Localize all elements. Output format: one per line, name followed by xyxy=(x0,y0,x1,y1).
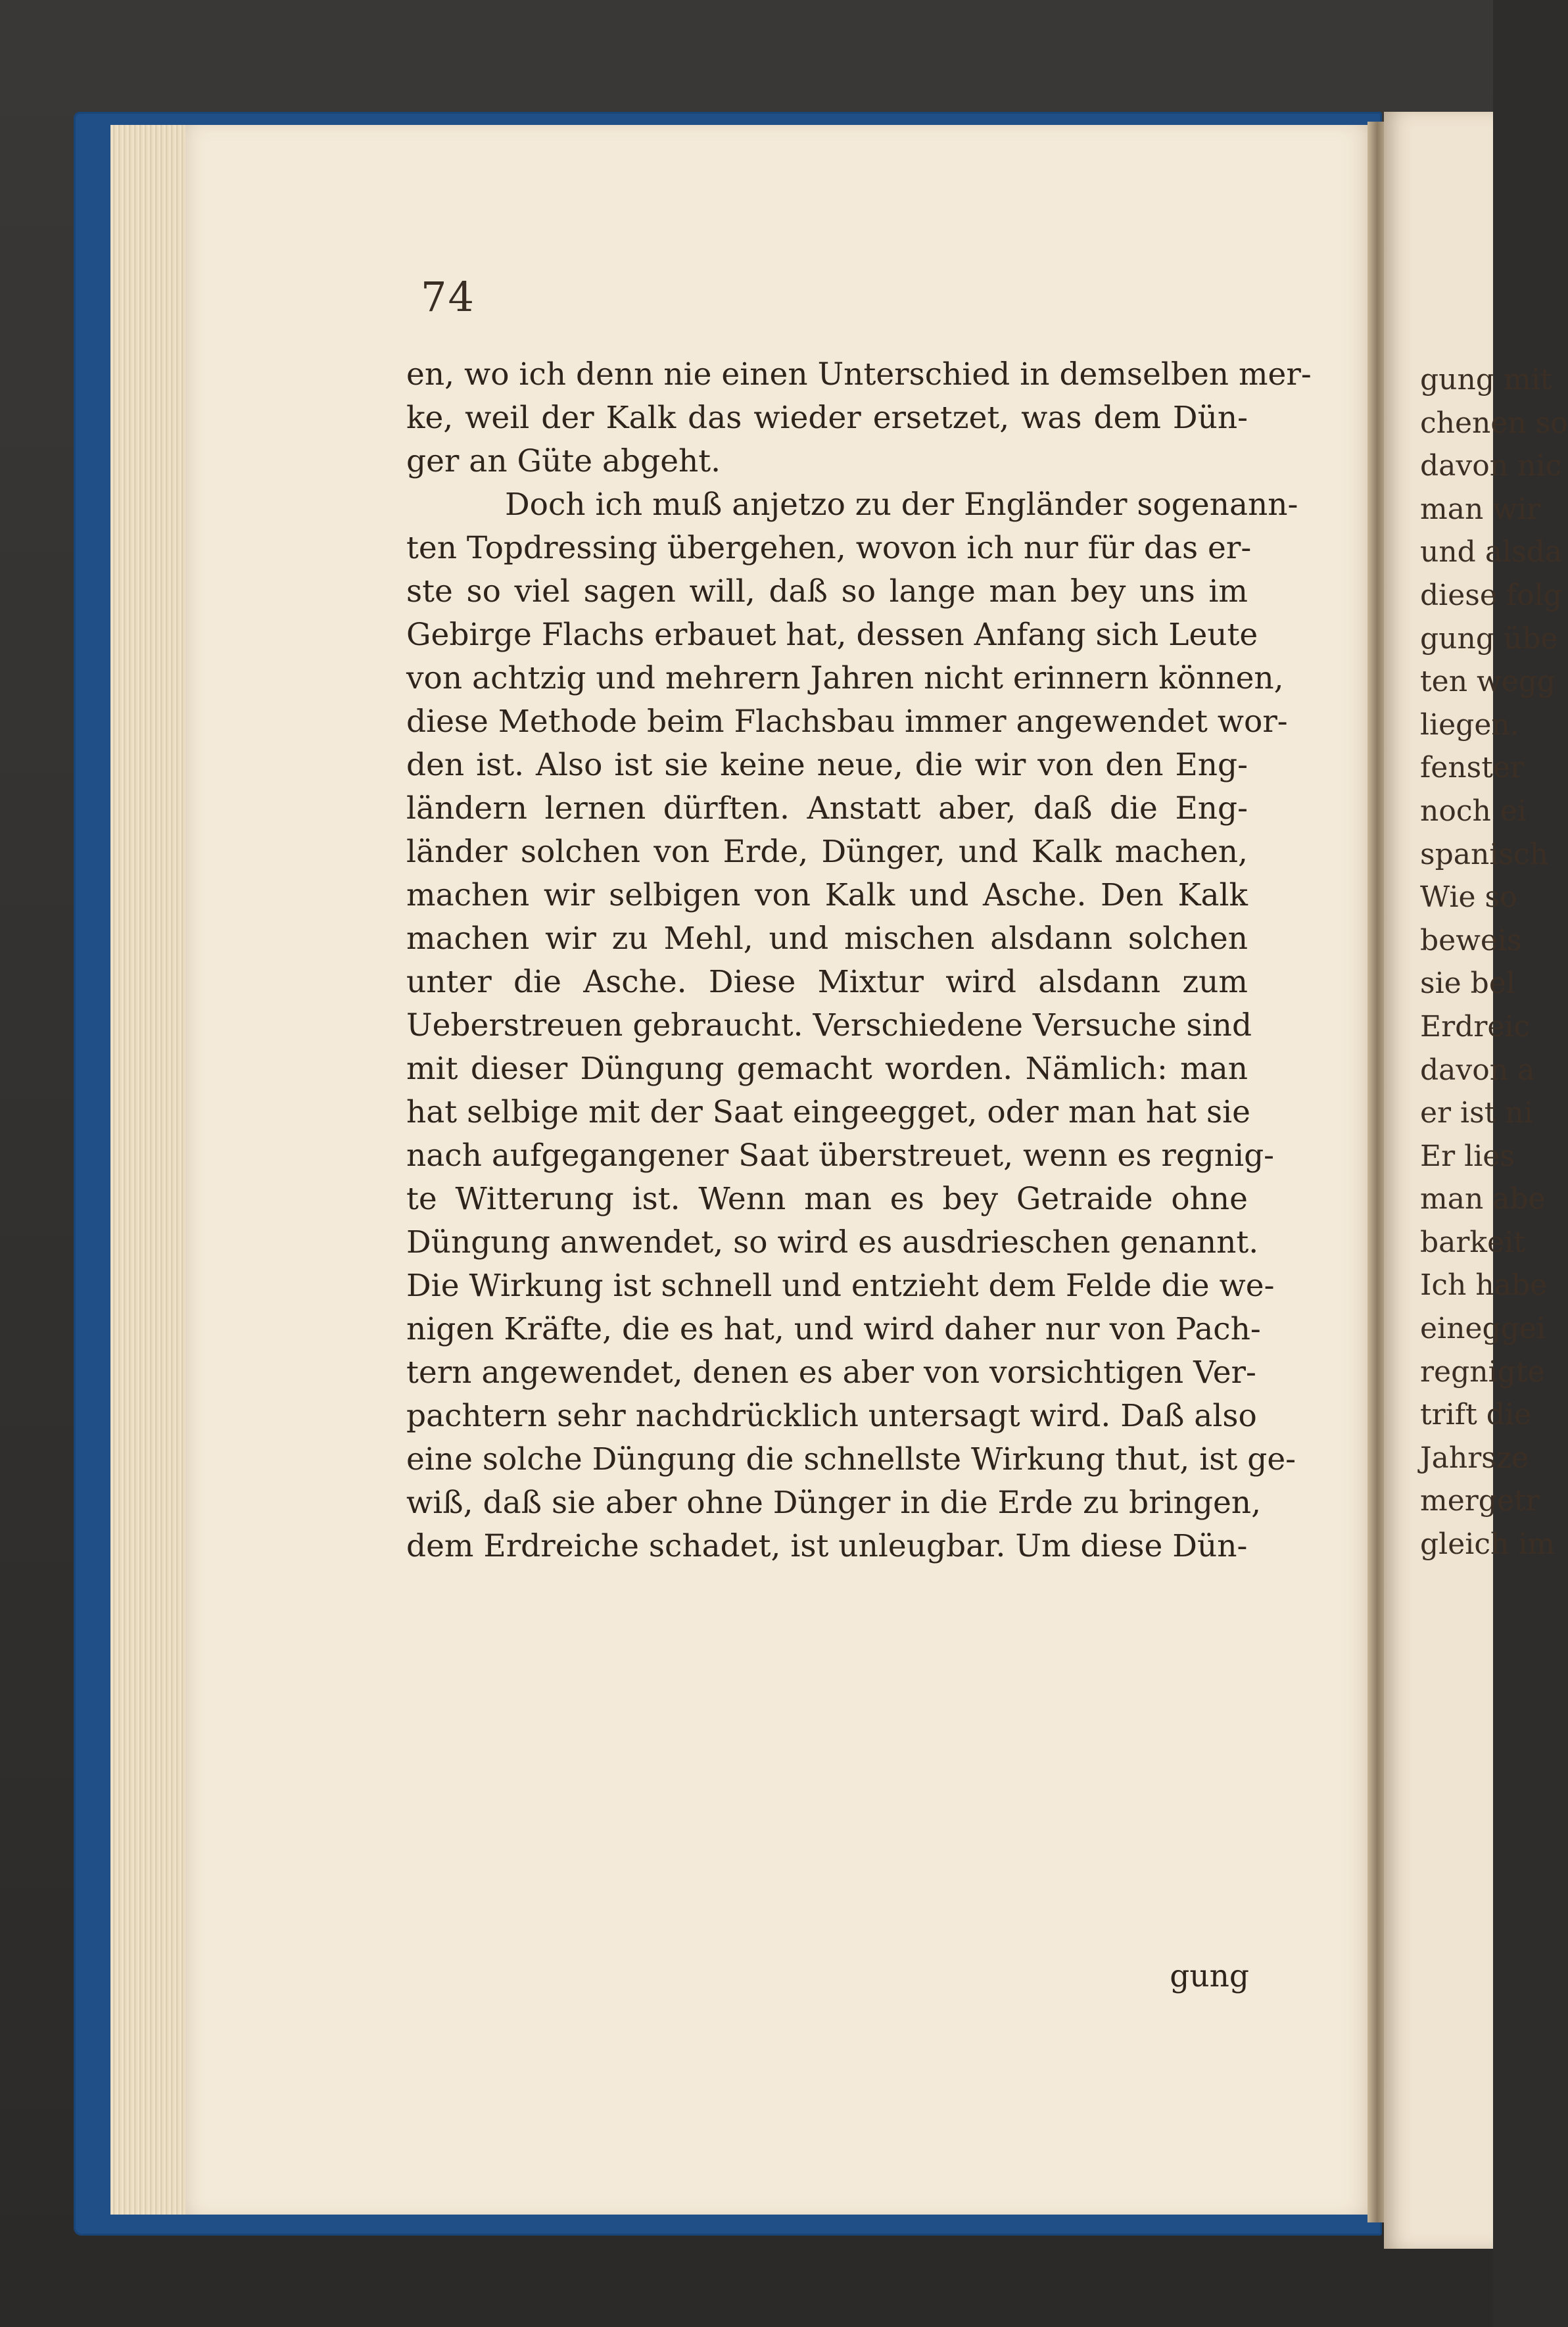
text-line: wiß, daß sie aber ohne Dünger in die Erde zu bringen, xyxy=(406,1485,1262,1521)
text-line: dem Erdreiche schadet, ist unleugbar. Um diese Dün- xyxy=(406,1528,1248,1564)
facing-line: chenen so xyxy=(1420,406,1568,440)
text-line: von achtzig und mehrern Jahren nicht erinnern können, xyxy=(406,660,1284,696)
page-edges xyxy=(110,125,191,2215)
text-line: Gebirge Flachs erbauet hat, dessen Anfang sich Leute xyxy=(406,617,1258,653)
facing-line: gleich im xyxy=(1420,1527,1556,1562)
facing-line: beweis xyxy=(1420,923,1522,957)
text-line: machen wir zu Mehl, und mischen alsdann solchen xyxy=(406,921,1248,957)
text-line: nach aufgegangener Saat überstreuet, wenn es regnig- xyxy=(406,1138,1275,1174)
facing-line: und alsda xyxy=(1420,535,1563,569)
facing-line: ten wegg xyxy=(1420,665,1556,699)
facing-line: er ist ni xyxy=(1420,1096,1533,1130)
text-line: ste so viel sagen will, daß so lange man bey uns im xyxy=(406,573,1248,610)
facing-line: regnigte xyxy=(1420,1355,1545,1389)
text-line: tern angewendet, denen es aber von vorsichtigen Ver- xyxy=(406,1355,1256,1391)
catchword: gung xyxy=(1170,1958,1249,1994)
text-line: nigen Kräfte, die es hat, und wird daher nur von Pach- xyxy=(406,1311,1261,1347)
facing-line: trift die xyxy=(1420,1398,1532,1432)
facing-line: davon nic xyxy=(1420,449,1562,483)
facing-page-text xyxy=(1420,358,1568,2068)
page-number: 74 xyxy=(421,273,475,321)
facing-line: barkeit xyxy=(1420,1225,1525,1259)
facing-line: mergetr xyxy=(1420,1484,1540,1518)
text-line: mit dieser Düngung gemacht worden. Nämlich: man xyxy=(406,1051,1248,1087)
text-line: hat selbige mit der Saat eingeegget, oder man hat sie xyxy=(406,1094,1250,1130)
facing-line: spanisch xyxy=(1420,837,1548,871)
text-line: länder solchen von Erde, Dünger, und Kalk machen, xyxy=(406,834,1248,870)
facing-line: Wie so xyxy=(1420,880,1517,915)
facing-line: Erdreic xyxy=(1420,1009,1531,1044)
facing-line: sie bel xyxy=(1420,967,1515,1001)
text-line: diese Methode beim Flachsbau immer angewendet wor- xyxy=(406,704,1288,740)
facing-line: davon a xyxy=(1420,1053,1535,1087)
text-line: Doch ich muß anjetzo zu der Engländer sogenann- xyxy=(505,487,1298,523)
facing-line: eineggei xyxy=(1420,1312,1546,1346)
text-line: ke, weil der Kalk das wieder ersetzet, was dem Dün- xyxy=(406,400,1248,436)
text-line: eine solche Düngung die schnellste Wirkung thut, ist ge- xyxy=(406,1441,1296,1477)
facing-line: diese folg xyxy=(1420,578,1562,612)
facing-line: man wir xyxy=(1420,492,1541,526)
facing-line: Jahrsze xyxy=(1420,1441,1529,1475)
text-line: en, wo ich denn nie einen Unterschied in demselben mer- xyxy=(406,356,1312,393)
text-line: Die Wirkung ist schnell und entzieht dem Felde die we- xyxy=(406,1268,1275,1304)
facing-line: man abe xyxy=(1420,1182,1546,1216)
text-line: ländern lernen dürften. Anstatt aber, daß die Eng- xyxy=(406,790,1248,827)
text-line: Ueberstreuen gebraucht. Verschiedene Versuche sind xyxy=(406,1007,1252,1044)
facing-line: liegen. xyxy=(1420,708,1519,742)
text-line: Düngung anwendet, so wird es ausdrieschen genannt. xyxy=(406,1224,1259,1260)
facing-line: Er lies xyxy=(1420,1139,1515,1173)
text-line: pachtern sehr nachdrücklich untersagt wird. Daß also xyxy=(406,1398,1257,1434)
facing-line: noch ei xyxy=(1420,794,1527,828)
facing-line: fenster xyxy=(1420,751,1524,785)
text-line: te Witterung ist. Wenn man es bey Getraide ohne xyxy=(406,1181,1248,1217)
text-line: den ist. Also ist sie keine neue, die wir von den Eng- xyxy=(406,747,1248,783)
text-line: unter die Asche. Diese Mixtur wird alsdann zum xyxy=(406,964,1248,1000)
text-line: ten Topdressing übergehen, wovon ich nur für das er- xyxy=(406,530,1252,566)
facing-line: Ich habe xyxy=(1420,1268,1548,1303)
text-line: machen wir selbigen von Kalk und Asche. Den Kalk xyxy=(406,877,1248,913)
facing-line: gung mit xyxy=(1420,363,1552,396)
body-text xyxy=(406,353,1312,1568)
text-line: ger an Güte abgeht. xyxy=(406,443,721,479)
facing-line: gung übe xyxy=(1420,621,1558,656)
